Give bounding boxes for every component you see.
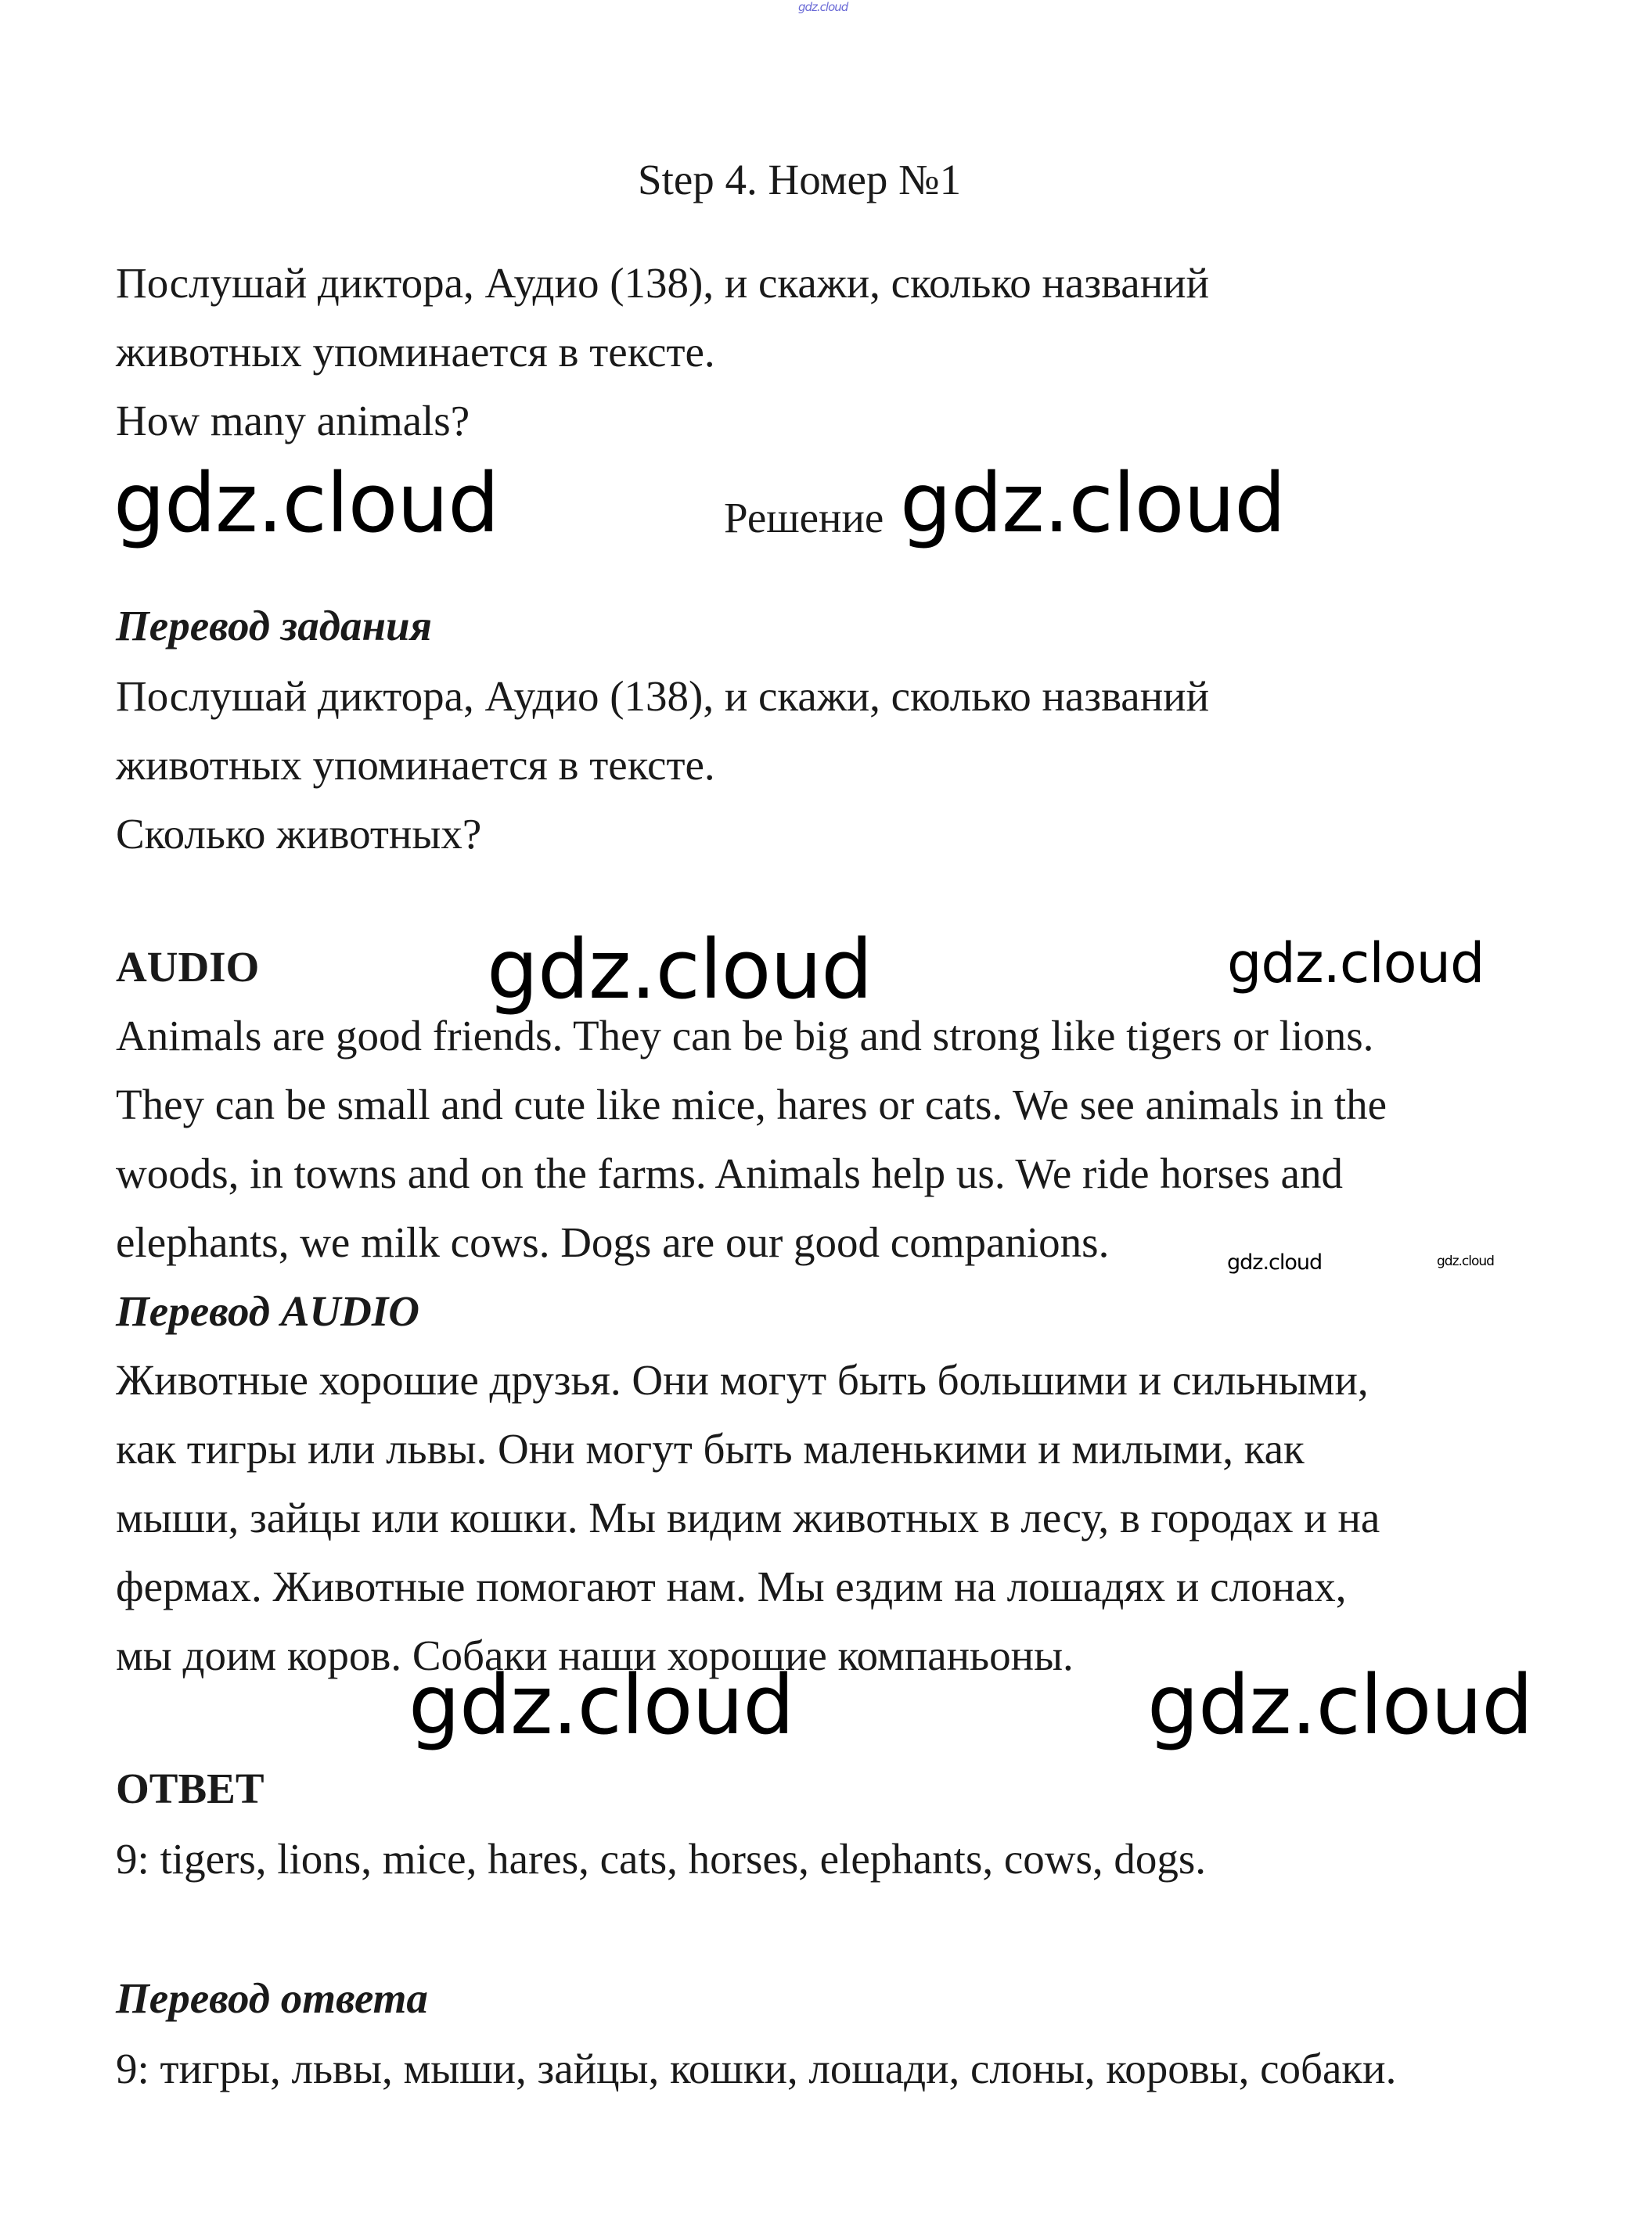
audio-line: woods, in towns and on the farms. Animals help us. We ride horses and [116,1149,1343,1197]
answer-text: 9: tigers, lions, mice, hares, cats, horses, elephants, cows, dogs. [116,1835,1207,1883]
audio-translation-line: Животные хорошие друзья. Они могут быть большими и сильными, [116,1356,1369,1404]
audio-translation-line: фермах. Животные помогают нам. Мы ездим на лошадях и слонах, [116,1563,1347,1610]
watermark: gdz.cloud [409,1657,794,1753]
task-line: How many animals? [116,397,470,444]
watermark: gdz.cloud [900,455,1286,551]
audio-line: elephants, we milk cows. Dogs are our good companions. [116,1218,1110,1266]
audio-line: Animals are good friends. They can be big and strong like tigers or lions. [116,1012,1374,1060]
audio-translation-line: мы доим коров. Собаки наши хорошие компаньоны. [116,1632,1074,1679]
watermark: gdz.cloud [113,455,499,551]
task-translation-heading: Перевод задания [116,602,432,649]
watermark-top: gdz.cloud [798,0,848,14]
task-translation-line: Послушай диктора, Аудио (138), и скажи, сколько названий [116,672,1210,720]
task-translation-line: животных упоминается в тексте. [116,741,715,789]
answer-heading: ОТВЕТ [116,1765,265,1812]
watermark: gdz.cloud [1227,931,1485,995]
audio-line: They can be small and cute like mice, hares or cats. We see animals in the [116,1081,1387,1128]
audio-heading: AUDIO [116,943,260,991]
audio-translation-line: как тигры или львы. Они могут быть маленькими и милыми, как [116,1425,1305,1473]
task-translation-line: Сколько животных? [116,810,482,858]
watermark: gdz.cloud [1227,1250,1323,1275]
answer-translation-text: 9: тигры, львы, мыши, зайцы, кошки, лошади, слоны, коровы, собаки. [116,2045,1397,2092]
watermark: gdz.cloud [1147,1657,1533,1753]
answer-translation-heading: Перевод ответа [116,1974,428,2022]
audio-translation-heading: Перевод AUDIO [116,1287,420,1335]
task-line: Послушай диктора, Аудио (138), и скажи, сколько названий [116,259,1210,307]
watermark: gdz.cloud [1437,1254,1494,1269]
page-title: Step 4. Номер №1 [638,156,962,203]
audio-translation-line: мыши, зайцы или кошки. Мы видим животных в лесу, в городах и на [116,1494,1380,1542]
watermark: gdz.cloud [487,922,873,1017]
task-line: животных упоминается в тексте. [116,328,715,376]
solution-label: Решение [724,494,884,541]
